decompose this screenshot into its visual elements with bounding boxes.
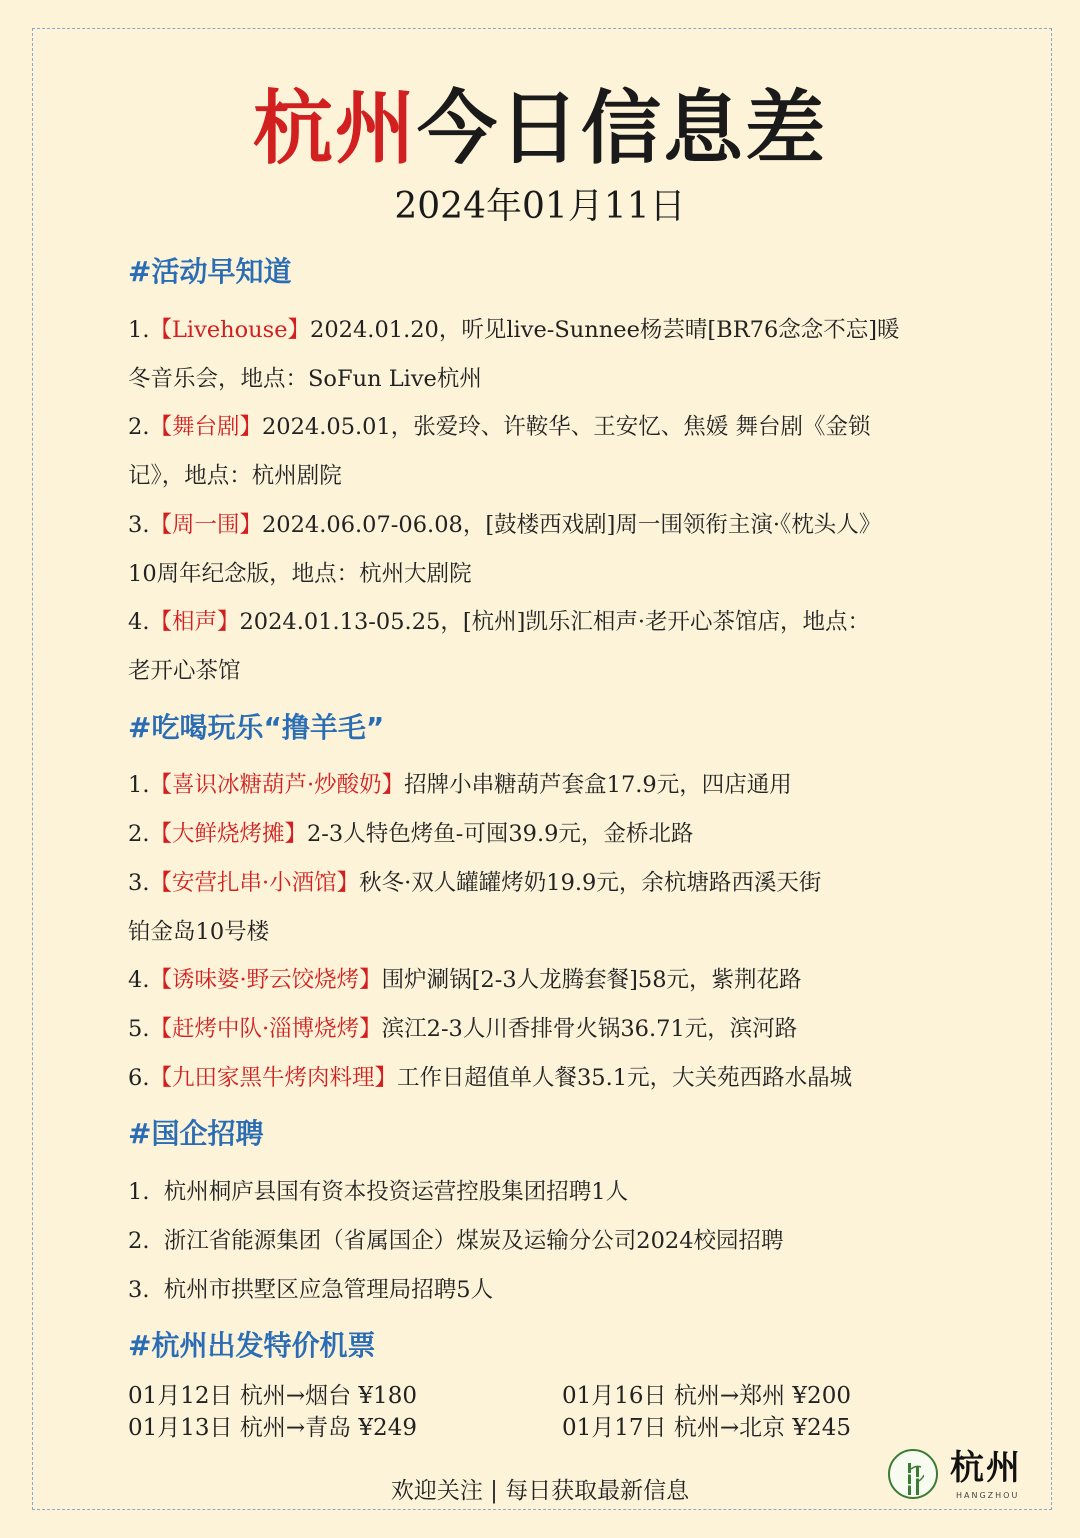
bamboo-icon: [904, 1461, 924, 1497]
item-text: 滨江2-3人川香排骨火锅36.71元，滨河路: [381, 1016, 798, 1042]
item-text: 工作日超值单人餐35.1元，大关苑西路水晶城: [396, 1065, 853, 1091]
item-text: 2-3人特色烤鱼-可囤39.9元，金桥北路: [306, 821, 694, 847]
job-item: [128, 1168, 978, 1217]
item-text-cont: 老开心茶馆: [128, 658, 241, 684]
event-item: [128, 306, 978, 404]
item-number: 3.: [128, 512, 150, 538]
item-text: 浙江省能源集团（省属国企）煤炭及运输分公司2024校园招聘: [163, 1228, 784, 1254]
footer-text: 欢迎关注 | 每日获取最新信息: [390, 1478, 690, 1504]
item-number: 4.: [128, 609, 150, 635]
section-title-food: #吃喝玩乐“撸羊毛”: [128, 711, 385, 744]
food-item: [128, 1005, 978, 1054]
item-text: 招牌小串糖葫芦套盒17.9元，四店通用: [404, 772, 792, 798]
item-text-cont: 铂金岛10号楼: [128, 919, 270, 945]
item-tag: 【喜识冰糖葫芦·炒酸奶】: [149, 772, 405, 798]
item-text-cont: 冬音乐会，地点：SoFun Live杭州: [128, 366, 482, 392]
title-city: 杭州: [253, 81, 417, 175]
item-number: 5.: [128, 1016, 150, 1042]
item-text-cont: 记》，地点：杭州剧院: [128, 463, 342, 489]
logo-name: 杭州: [950, 1448, 1022, 1488]
item-text: 秋冬·双人罐罐烤奶19.9元，余杭塘路西溪天街: [359, 870, 822, 896]
item-text: 围炉涮锅[2-3人龙腾套餐]58元，紫荆花路: [381, 967, 802, 993]
item-number: 6.: [128, 1065, 150, 1091]
bamboo-logo-icon: [888, 1449, 938, 1499]
event-item: [128, 403, 978, 501]
item-number: 2.: [128, 821, 150, 847]
page-date: 2024年01月11日: [394, 186, 686, 227]
job-item: [128, 1266, 978, 1315]
item-number: 1.: [128, 1179, 150, 1205]
item-text: 2024.06.07-06.08，[鼓楼西戏剧]周一围领衔主演·《枕头人》: [261, 512, 882, 538]
item-number: 3.: [128, 1277, 150, 1303]
item-text: 2024.01.13-05.25，[杭州]凯乐汇相声·老开心茶馆店，地点：: [239, 609, 871, 635]
item-number: 4.: [128, 967, 150, 993]
section-title-jobs: #国企招聘: [128, 1117, 264, 1150]
item-tag: 【诱味婆·野云饺烧烤】: [149, 967, 382, 993]
flight-item: 01月13日 杭州→青岛 ¥249: [128, 1415, 417, 1441]
food-item: [128, 956, 978, 1005]
item-tag: 【大鲜烧烤摊】: [149, 821, 307, 847]
event-item: [128, 598, 978, 696]
item-tag: 【九田家黑牛烤肉料理】: [149, 1065, 397, 1091]
item-tag: 【安营扎串·小酒馆】: [149, 870, 360, 896]
food-item: [128, 761, 978, 810]
item-number: 2.: [128, 414, 150, 440]
flight-item: 01月17日 杭州→北京 ¥245: [562, 1415, 851, 1441]
item-text: 杭州桐庐县国有资本投资运营控股集团招聘1人: [163, 1179, 629, 1205]
item-number: 1.: [128, 772, 150, 798]
event-item: [128, 501, 978, 599]
item-number: 3.: [128, 870, 150, 896]
flight-item: 01月16日 杭州→郑州 ¥200: [562, 1383, 851, 1409]
job-item: [128, 1217, 978, 1266]
food-item: [128, 810, 978, 859]
food-item: [128, 859, 978, 957]
section-title-events: #活动早知道: [128, 255, 292, 288]
section-title-flights: #杭州出发特价机票: [128, 1329, 376, 1362]
item-tag: 【赶烤中队·淄博烧烤】: [149, 1016, 382, 1042]
item-text: 2024.01.20，听见live-Sunnee杨芸晴[BR76念念不忘]暖: [310, 317, 900, 343]
hangzhou-logo: [888, 1445, 1038, 1505]
item-number: 1.: [128, 317, 150, 343]
item-tag: 【相声】: [149, 609, 240, 635]
flight-item: 01月12日 杭州→烟台 ¥180: [128, 1383, 417, 1409]
item-tag: 【Livehouse】: [149, 317, 311, 343]
item-number: 2.: [128, 1228, 150, 1254]
logo-en: HANGZHOU: [956, 1491, 1020, 1500]
item-text: 2024.05.01，张爱玲、许鞍华、王安忆、焦媛 舞台剧《金锁: [261, 414, 871, 440]
item-tag: 【舞台剧】: [149, 414, 262, 440]
item-text: 杭州市拱墅区应急管理局招聘5人: [163, 1277, 494, 1303]
item-text-cont: 10周年纪念版，地点：杭州大剧院: [128, 561, 472, 587]
page-title: [0, 78, 1080, 178]
title-main: 今日信息差: [417, 81, 827, 175]
food-item: [128, 1054, 978, 1103]
item-tag: 【周一围】: [149, 512, 262, 538]
